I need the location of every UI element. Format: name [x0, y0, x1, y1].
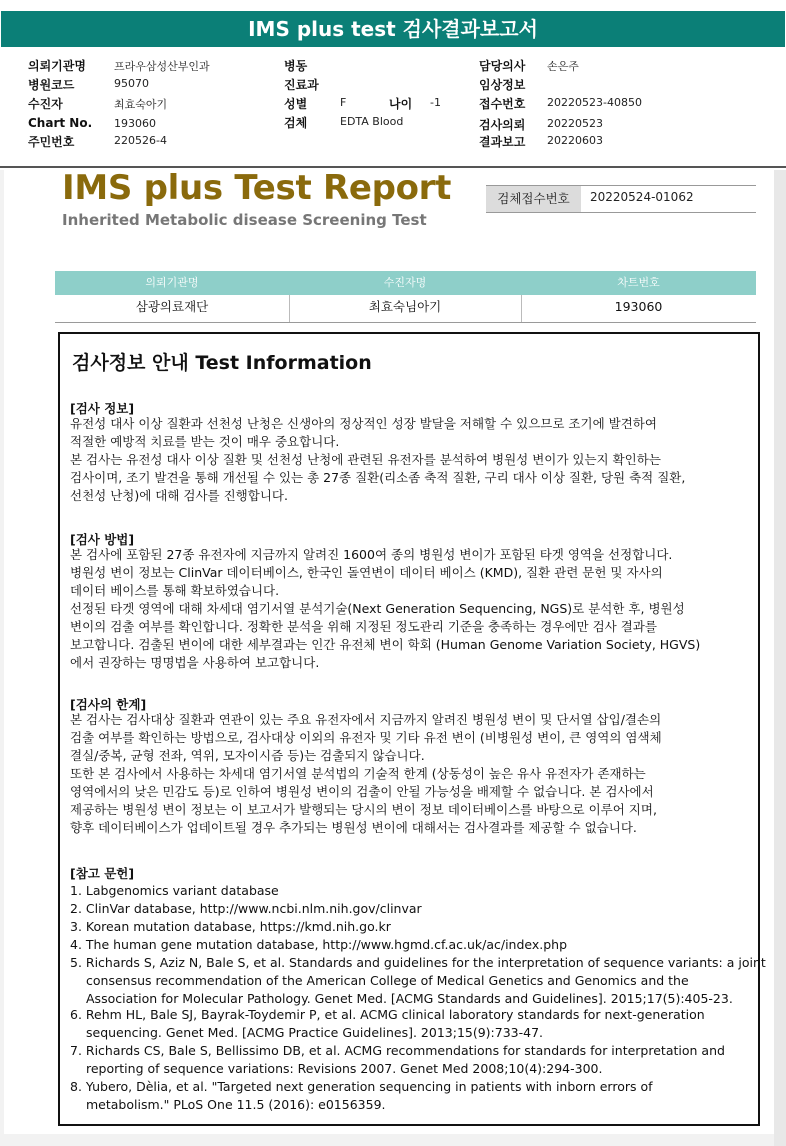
section-line: 선천성 난청)에 대해 검사를 진행합니다. — [70, 488, 288, 503]
report-header-title: IMS plus test 검사결과보고서 — [248, 17, 538, 41]
section-line: 변이의 검출 여부를 확인합니다. 정확한 분석을 위해 지정된 정도관리 기준을 충족하는 경우에만 검사 결과를 — [70, 619, 657, 634]
section-line: 영역에서의 낮은 민감도 등)로 인하여 병원성 변이의 검출이 안될 가능성을 배제할 수 없습니다. 본 검사에서 — [70, 784, 654, 799]
test-info-title: 검사정보 안내 Test Information — [72, 352, 372, 374]
meta-label-patient: 수진자 — [28, 97, 63, 111]
reference-item: 3. Korean mutation database, https://kmd.nih.go.kr — [70, 919, 391, 934]
meta-label-doctor: 담당의사 — [479, 59, 526, 73]
accession-label: 검체접수번호 — [486, 186, 581, 212]
meta-label-sex: 성별 — [284, 97, 308, 111]
meta-label-resident-no: 주민번호 — [28, 135, 75, 149]
accession-box — [486, 185, 756, 213]
reference-item-continuation: consensus recommendation of the American College of Medical Genetics and Genomics and the — [86, 973, 689, 988]
meta-label-specimen: 검체 — [284, 116, 308, 130]
patient-table — [55, 271, 756, 323]
section-line: 보고합니다. 검출된 변이에 대한 세부결과는 인간 유전체 변이 학회 (Human Genome Variation Society, HGVS) — [70, 637, 701, 652]
patient-table-cell-institution: 삼광의료재단 — [55, 295, 289, 323]
patient-table-header-patient: 수진자명 — [289, 271, 521, 295]
meta-value-specimen: EDTA Blood — [340, 115, 404, 128]
page-edge — [774, 170, 786, 1146]
section-line: 유전성 대사 이상 질환과 선천성 난청은 신생아의 정상적인 성장 발달을 저해할 수 있으므로 조기에 발견하여 — [70, 416, 657, 431]
section-line: 향후 데이터베이스가 업데이트될 경우 추가되는 병원성 변이에 대해서는 검사결과를 제공할 수 없습니다. — [70, 820, 637, 835]
report-header-bar — [1, 11, 785, 47]
report-title: IMS plus Test Report — [62, 168, 452, 208]
section-line: 제공하는 병원성 변이 정보는 이 보고서가 발행되는 당시의 변이 정보 데이터베이스를 바탕으로 이루어 지며, — [70, 802, 657, 817]
reference-item-continuation: Association for Molecular Pathology. Genet Med. [ACMG Standards and Guidelines]. 2015;17(5):405-23. — [86, 991, 733, 1006]
meta-label-receipt-no: 접수번호 — [479, 97, 526, 111]
section-line: 적절한 예방적 치료를 받는 것이 매우 중요합니다. — [70, 434, 340, 449]
patient-table-divider — [289, 295, 290, 322]
meta-label-institution: 의뢰기관명 — [28, 59, 86, 73]
section-line: 본 검사는 유전성 대사 이상 질환 및 선천성 난청에 관련된 유전자를 분석하여 병원성 변이가 있는지 확인하는 — [70, 452, 661, 467]
meta-value-patient: 최효숙아기 — [114, 98, 168, 111]
meta-value-chart-no: 193060 — [114, 117, 156, 130]
report-subtitle: Inherited Metabolic disease Screening Test — [62, 211, 427, 229]
meta-label-ward: 병동 — [284, 59, 308, 73]
meta-label-clinical-info: 임상정보 — [479, 78, 526, 92]
section-heading-references: [참고 문헌] — [70, 866, 135, 881]
section-line: 에서 권장하는 명명법을 사용하여 보고합니다. — [70, 655, 320, 670]
reference-item: 7. Richards CS, Bale S, Bellissimo DB, et al. ACMG recommendations for standards for interpretation and — [70, 1043, 725, 1058]
reference-item: 2. ClinVar database, http://www.ncbi.nlm.nih.gov/clinvar — [70, 901, 422, 916]
meta-label-reported: 결과보고 — [479, 135, 526, 149]
section-line: 결실/중복, 균형 전좌, 역위, 모자이시즘 등)는 검출되지 않습니다. — [70, 748, 425, 763]
meta-value-hospital-code: 95070 — [114, 77, 149, 90]
reference-item: 4. The human gene mutation database, http://www.hgmd.cf.ac.uk/ac/index.php — [70, 937, 568, 952]
section-line: 본 검사는 검사대상 질환과 연관이 있는 주요 유전자에서 지금까지 알려진 병원성 변이 및 단서열 삽입/결손의 — [70, 712, 662, 727]
meta-label-age: 나이 — [389, 97, 413, 111]
meta-label-department: 진료과 — [284, 78, 319, 92]
patient-table-cell-patient: 최효숙님아기 — [289, 295, 521, 323]
meta-value-resident-no: 220526-4 — [114, 134, 167, 147]
section-heading-limitations: [검사의 한계] — [70, 697, 147, 712]
meta-label-requested: 검사의뢰 — [479, 118, 526, 132]
meta-label-hospital-code: 병원코드 — [28, 78, 75, 92]
section-line: 병원성 변이 정보는 ClinVar 데이터베이스, 한국인 돌연변이 데이터 베이스 (KMD), 질환 관련 문헌 및 자사의 — [70, 565, 663, 580]
section-line: 본 검사에 포함된 27종 유전자에 지금까지 알려진 1600여 종의 병원성 변이가 포함된 타겟 영역을 선정합니다. — [70, 547, 673, 562]
reference-item-continuation: metabolism." PLoS One 11.5 (2016): e0156359. — [86, 1097, 386, 1112]
patient-table-header-institution: 의뢰기관명 — [55, 271, 289, 295]
section-line: 또한 본 검사에서 사용하는 차세대 염기서열 분석법의 기술적 한계 (상동성이 높은 유사 유전자가 존재하는 — [70, 766, 646, 781]
patient-table-cell-chart: 193060 — [521, 295, 756, 323]
meta-label-chart-no: Chart No. — [28, 116, 93, 130]
reference-item-continuation: reporting of sequence variations: Revisions 2007. Genet Med 2008;10(4):294-300. — [86, 1061, 603, 1076]
reference-item: 8. Yubero, Dèlia, et al. "Targeted next generation sequencing in patients with inborn errors of — [70, 1079, 653, 1094]
meta-value-sex: F — [340, 96, 347, 109]
section-line: 선정된 타겟 영역에 대해 차세대 염기서열 분석기술(Next Generation Sequencing, NGS)로 분석한 후, 병원성 — [70, 601, 685, 616]
reference-item-continuation: sequencing. Genet Med. [ACMG Practice Guidelines]. 2013;15(9):733-47. — [86, 1025, 544, 1040]
meta-value-doctor: 손은주 — [547, 60, 579, 73]
accession-value: 20220524-01062 — [590, 190, 694, 204]
meta-value-requested: 20220523 — [547, 117, 603, 130]
meta-value-reported: 20220603 — [547, 134, 603, 147]
reference-item: 6. Rehm HL, Bale SJ, Bayrak-Toydemir P, et al. ACMG clinical laboratory standards for next-generation — [70, 1007, 705, 1022]
patient-table-header-chart: 차트번호 — [521, 271, 756, 295]
reference-item: 1. Labgenomics variant database — [70, 883, 279, 898]
meta-value-receipt-no: 20220523-40850 — [547, 96, 642, 109]
section-line: 검출 여부를 확인하는 방법으로, 검사대상 이외의 유전자 및 기타 유전 변이 (비병원성 변이, 큰 영역의 염색체 — [70, 730, 662, 745]
reference-item: 5. Richards S, Aziz N, Bale S, et al. Standards and guidelines for the interpretation of sequence variants: a joint — [70, 955, 766, 970]
meta-value-institution: 프라우삼성산부인과 — [114, 60, 210, 73]
section-line: 검사이며, 조기 발견을 통해 개선될 수 있는 총 27종 질환(리소좀 축적 질환, 구리 대사 이상 질환, 당원 축적 질환, — [70, 470, 686, 485]
patient-table-divider — [521, 295, 522, 322]
section-line: 데이터 베이스를 통해 확보하였습니다. — [70, 583, 280, 598]
section-heading-test-info: [검사 정보] — [70, 401, 135, 416]
meta-value-age: -1 — [430, 96, 441, 109]
section-heading-test-method: [검사 방법] — [70, 532, 135, 547]
